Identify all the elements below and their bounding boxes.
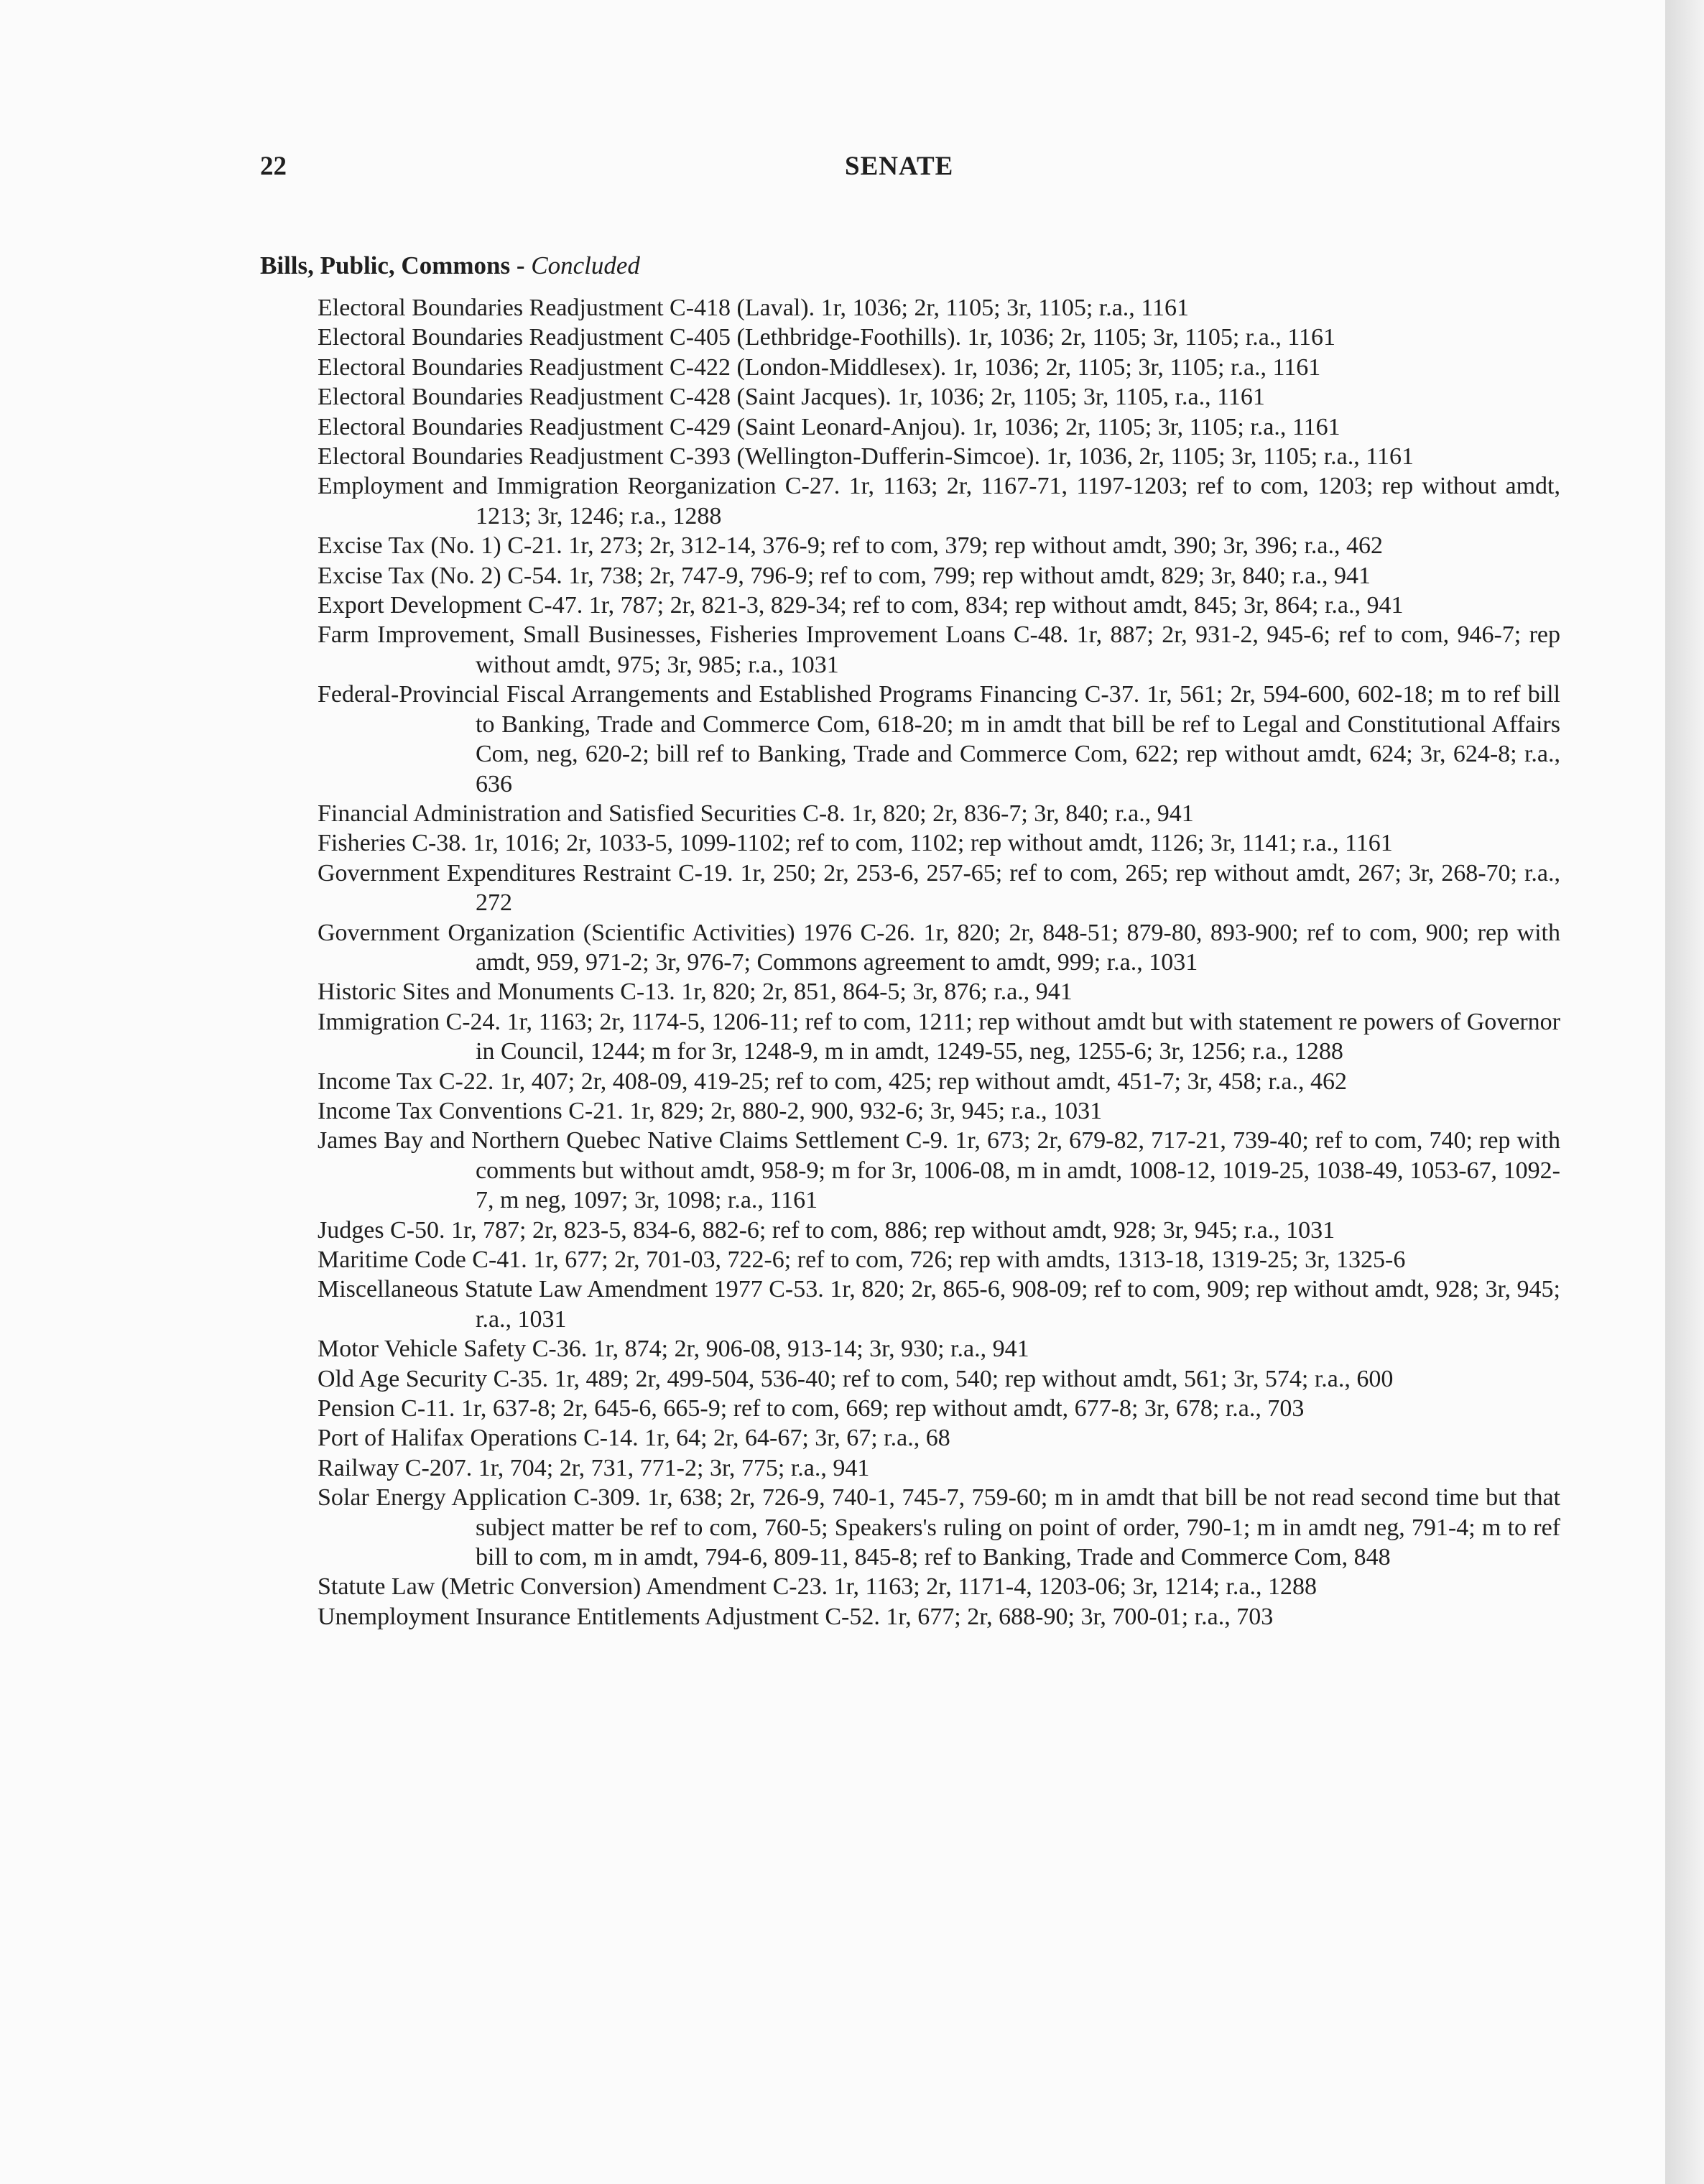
index-entry: Farm Improvement, Small Businesses, Fisheries Improvement Loans C-48. 1r, 887; 2r, 931-2, 945-6; ref to com, 946-7; rep without amdt, 975; 3r, 985; r.a., 1031 [318, 621, 1560, 678]
index-entry: Excise Tax (No. 2) C-54. 1r, 738; 2r, 747-9, 796-9; ref to com, 799; rep without amdt, 829; 3r, 840; r.a., 941 [318, 562, 1371, 589]
index-entry: Electoral Boundaries Readjustment C-429 (Saint Leonard-Anjou). 1r, 1036; 2r, 1105; 3r, 1105; r.a., 1161 [318, 413, 1340, 440]
index-entry: Judges C-50. 1r, 787; 2r, 823-5, 834-6, 882-6; ref to com, 886; rep without amdt, 928; 3r, 945; r.a., 1031 [318, 1216, 1335, 1244]
running-head: SENATE [845, 152, 954, 181]
index-entry: Federal-Provincial Fiscal Arrangements and Established Programs Financing C-37. 1r, 561; 2r, 594-600, 602-18; m to ref bill to Banking, Trade and Commerce Com, 618-20; m in amdt that bill be ref to Legal and Constitutional Affairs Com, neg, 620-2; bill ref to Banking, Trade and Commerce Com, 622; rep without amdt, 624; 3r, 624-8; r.a., 636 [318, 681, 1560, 797]
index-entry: Solar Energy Application C-309. 1r, 638; 2r, 726-9, 740-1, 745-7, 759-60; m in amdt that bill be not read second time but that subject matter be ref to com, 760-5; Speakers's ruling on point of order, 790-1; m in amdt neg, 791-4; m to ref bill to com, m in amdt, 794-6, 809-11, 845-8; ref to Banking, Trade and Commerce Com, 848 [318, 1484, 1560, 1571]
index-entry: Income Tax Conventions C-21. 1r, 829; 2r, 880-2, 900, 932-6; 3r, 945; r.a., 1031 [318, 1097, 1103, 1124]
index-entry: Fisheries C-38. 1r, 1016; 2r, 1033-5, 1099-1102; ref to com, 1102; rep without amdt, 1126; 3r, 1141; r.a., 1161 [318, 830, 1393, 857]
section-heading [260, 251, 640, 280]
index-entry: Electoral Boundaries Readjustment C-422 (London-Middlesex). 1r, 1036; 2r, 1105; 3r, 1105; r.a., 1161 [318, 353, 1321, 381]
section-title: Bills, Public, Commons - [260, 251, 532, 279]
index-entry: Railway C-207. 1r, 704; 2r, 731, 771-2; 3r, 775; r.a., 941 [318, 1454, 870, 1481]
page-edge-shadow [1665, 0, 1704, 2184]
section-continuation: Concluded [531, 251, 640, 279]
index-entry: Government Expenditures Restraint C-19. 1r, 250; 2r, 253-6, 257-65; ref to com, 265; rep without amdt, 267; 3r, 268-70; r.a., 272 [318, 859, 1560, 917]
index-entry: Miscellaneous Statute Law Amendment 1977 C-53. 1r, 820; 2r, 865-6, 908-09; ref to com, 909; rep without amdt, 928; 3r, 945; r.a., 1031 [318, 1276, 1560, 1333]
index-entries [318, 293, 1560, 1632]
index-entry: Immigration C-24. 1r, 1163; 2r, 1174-5, 1206-11; ref to com, 1211; rep without amdt but with statement re powers of Governor in Council, 1244; m for 3r, 1248-9, m in amdt, 1249-55, neg, 1255-6; 3r, 1256; r.a., 1288 [318, 1008, 1560, 1065]
index-entry: Electoral Boundaries Readjustment C-418 (Laval). 1r, 1036; 2r, 1105; 3r, 1105; r.a., 1161 [318, 295, 1190, 321]
index-entry: Income Tax C-22. 1r, 407; 2r, 408-09, 419-25; ref to com, 425; rep without amdt, 451-7; 3r, 458; r.a., 462 [318, 1068, 1347, 1095]
index-entry: Pension C-11. 1r, 637-8; 2r, 645-6, 665-9; ref to com, 669; rep without amdt, 677-8; 3r, 678; r.a., 703 [318, 1395, 1305, 1422]
index-entry: Electoral Boundaries Readjustment C-393 (Wellington-Dufferin-Simcoe). 1r, 1036, 2r, 1105; 3r, 1105; r.a., 1161 [318, 443, 1414, 471]
index-entry: Electoral Boundaries Readjustment C-405 (Lethbridge-Foothills). 1r, 1036; 2r, 1105; 3r, 1105; r.a., 1161 [318, 324, 1336, 351]
index-entry: Port of Halifax Operations C-14. 1r, 64; 2r, 64-67; 3r, 67; r.a., 68 [318, 1425, 950, 1452]
index-entry: James Bay and Northern Quebec Native Claims Settlement C-9. 1r, 673; 2r, 679-82, 717-21, 739-40; ref to com, 740; rep with comments but without amdt, 958-9; m for 3r, 1006-08, m in amdt, 1008-12, 1019-25, 1038-49, 1053-67, 1092-7, m neg, 1097; 3r, 1098; r.a., 1161 [318, 1127, 1560, 1214]
index-entry: Financial Administration and Satisfied Securities C-8. 1r, 820; 2r, 836-7; 3r, 840; r.a., 941 [318, 800, 1194, 827]
index-entry: Employment and Immigration Reorganization C-27. 1r, 1163; 2r, 1167-71, 1197-1203; ref to com, 1203; rep without amdt, 1213; 3r, 1246; r.a., 1288 [318, 473, 1560, 529]
index-entry: Export Development C-47. 1r, 787; 2r, 821-3, 829-34; ref to com, 834; rep without amdt, 845; 3r, 864; r.a., 941 [318, 592, 1404, 619]
index-entry: Electoral Boundaries Readjustment C-428 (Saint Jacques). 1r, 1036; 2r, 1105; 3r, 1105, r.a., 1161 [318, 384, 1265, 411]
index-entry: Historic Sites and Monuments C-13. 1r, 820; 2r, 851, 864-5; 3r, 876; r.a., 941 [318, 978, 1073, 1006]
page-number: 22 [260, 152, 287, 181]
index-entry: Motor Vehicle Safety C-36. 1r, 874; 2r, 906-08, 913-14; 3r, 930; r.a., 941 [318, 1336, 1029, 1363]
index-entry: Old Age Security C-35. 1r, 489; 2r, 499-504, 536-40; ref to com, 540; rep without amdt, 561; 3r, 574; r.a., 600 [318, 1365, 1394, 1392]
index-entry: Maritime Code C-41. 1r, 677; 2r, 701-03, 722-6; ref to com, 726; rep with amdts, 1313-18, 1319-25; 3r, 1325-6 [318, 1246, 1406, 1273]
index-entry: Unemployment Insurance Entitlements Adjustment C-52. 1r, 677; 2r, 688-90; 3r, 700-01; r.a., 703 [318, 1603, 1274, 1630]
index-entry: Statute Law (Metric Conversion) Amendment C-23. 1r, 1163; 2r, 1171-4, 1203-06; 3r, 1214; r.a., 1288 [318, 1573, 1317, 1601]
index-entry: Excise Tax (No. 1) C-21. 1r, 273; 2r, 312-14, 376-9; ref to com, 379; rep without amdt, 390; 3r, 396; r.a., 462 [318, 532, 1384, 560]
index-entry: Government Organization (Scientific Activities) 1976 C-26. 1r, 820; 2r, 848-51; 879-80, 893-900; ref to com, 900; rep with amdt, 959, 971-2; 3r, 976-7; Commons agreement to amdt, 999; r.a., 1031 [318, 919, 1560, 976]
